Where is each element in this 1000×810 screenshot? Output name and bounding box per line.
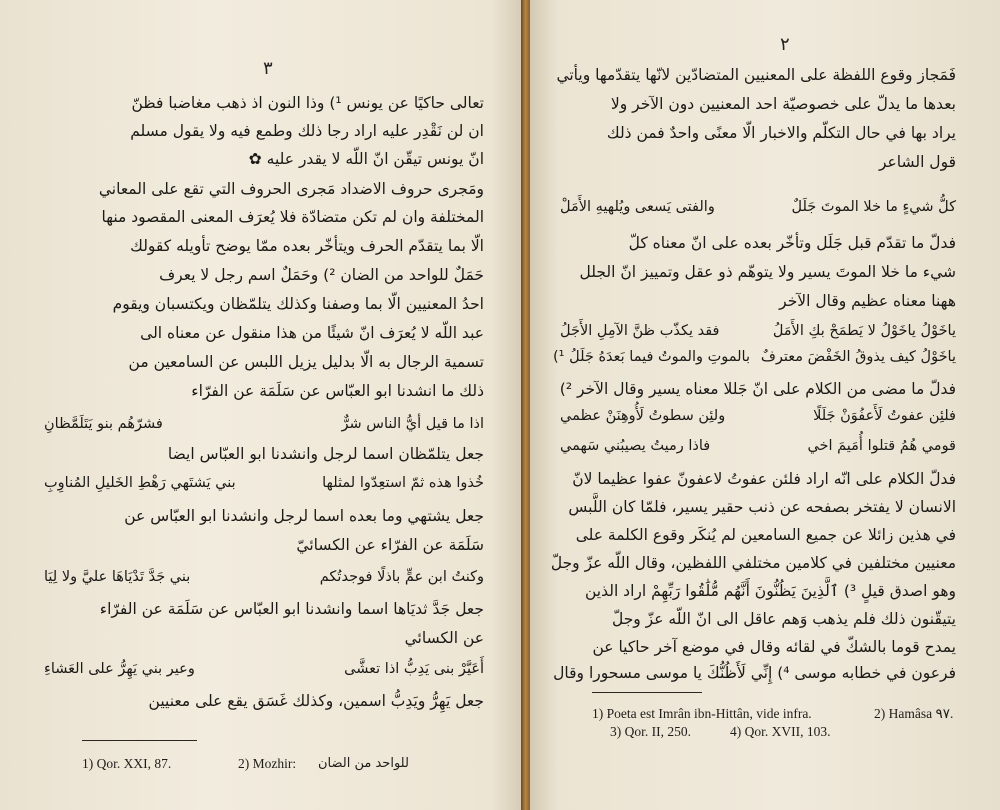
text-line: الانسان لا يفتخر بصفحه عن ذنب حقير يسير، فلمّا كان اللَّبس: [568, 498, 956, 516]
text-line: جعل يتلمّظان اسما لرجل وانشدنا ابو العبّاس ايضا: [167, 445, 484, 463]
verse-first-hemistich: ياخَوْلُ ياخَوْلُ لا يَطمَحْ بكِ الأَمَلُ: [772, 323, 956, 339]
text-line: فدلّ ما مضى من الكلام على انّ جَللا معناه يسير وقال الآخر ²): [559, 380, 956, 398]
text-line: ومَجرى حروف الاضداد مَجرى الحروف التي تقع على المعاني: [98, 180, 484, 198]
footnote-1: 1) Qor. XXI, 87.: [82, 756, 172, 771]
text-line: جعل يَهِرُّ ويَدِبُّ اسمين، وكذلك غَسَق يقع على معنيين: [148, 692, 484, 710]
text-line: شيء ما خلا الموتَ يسير ولا يتوهّم ذو عقل وتمييز انّ الجلل: [579, 263, 956, 281]
text-line: جعل جَدَّ ثديَاها اسما وانشدنا ابو العبّاس عن سَلَمَة عن الفرّاء: [99, 600, 484, 618]
text-line: سَلَمَة عن الفرّاء عن الكسائيّ: [296, 536, 484, 554]
verse-second-hemistich: ولئِن سطوتُ لَأُوهِنَنْ عظمي: [560, 408, 726, 424]
verse-first-hemistich: وكنتُ ابن عمٍّ باذلًا فوجدتُكم: [319, 569, 484, 585]
text-line: المختلفة وان لم تكن متضادّة فلا يُعرَف المعنى المقصود منها: [101, 208, 484, 226]
text-line: حَمَلٌ للواحد من الضان ²) وحَمَلٌ اسم رجل لا يعرف: [159, 266, 484, 284]
right-page: [530, 0, 1000, 810]
text-line: بعدها ما يدلّ على خصوصيّة احد المعنيين دون الآخر ولا: [610, 95, 956, 113]
text-line: يمدح قوما بالشكّ في لقائه وقال في موضع آخر حاكيا عن: [592, 638, 956, 656]
verse-second-hemistich: وعير بني يَهِرُّ على العَشاءِ: [44, 661, 195, 677]
text-line: تعالى حاكيًا عن يونس ¹) وذا النون اذ ذهب مغاضبا فظنّ: [131, 94, 484, 112]
footnote-4: 4) Qor. XVII, 103.: [730, 724, 831, 739]
verse-second-hemistich: فقد يكذّب ظنَّ الآمِلِ الأَجَلُ: [560, 323, 720, 339]
verse-second-hemistich: فاذا رميتُ يصيبُني سَهمي: [560, 438, 711, 454]
text-line: يراد بها في حال التكلّم والاخبار الّا معنًى واحدٌ فمن ذلك: [606, 124, 956, 142]
text-line: فدلّ الكلام على انّه اراد فلئن عفوتُ لاعفونّ عفوا عظيما لانّ: [572, 470, 956, 488]
verse-first-hemistich: قومي هُمُ قتلوا أُمَيمَ اخي: [807, 438, 956, 454]
verse-second-hemistich: فشرّهُم بنو يَتَلَمَّظانِ: [44, 416, 163, 432]
footnote-2-label: 2) Mozhir:: [238, 756, 297, 771]
verse-first-hemistich: ياخَوْلُ كيف يذوقُ الخَفْضَ معترفٌ: [760, 349, 956, 365]
verse-second-hemistich: بني يَشتَهي رَهْطِ الخَليلِ المُناوِبِ: [44, 475, 236, 491]
text-line: عبد اللّه لا يُعرَف انّ شيئًا من هذا منقول عن معناه الى: [140, 324, 484, 342]
footnote-2-text: للواحد من الضان: [318, 756, 409, 771]
text-line: ذلك ما انشدنا ابو العبّاس عن سَلَمَة عن الفرّاء: [191, 382, 484, 400]
verse-first-hemistich: اذا ما قيل أيُّ الناس شرٌّ: [341, 416, 484, 432]
footnote-rule: [592, 692, 702, 693]
text-line: قول الشاعر: [879, 153, 956, 171]
text-line: فرعون في خطابه موسى ⁴) إِنِّي لَأَظُنُّكَ يا موسى مسحورا وقال: [553, 664, 956, 682]
verse-second-hemistich: بالموتِ والموتُ فيما بَعدَهُ جَلَلُ ¹): [552, 349, 750, 365]
text-line: في هذين زائلا عن جميع السامعين لم يُنكَر وقوع الكلمة على: [575, 526, 956, 544]
text-line: معنيين مختلفين في كلامين مختلفي اللفظين، وقال اللّه عزّ وجلّ: [550, 554, 956, 572]
verse-first-hemistich: كلُّ شيءٍ ما خلا الموتَ جَلَلٌ: [791, 199, 956, 215]
text-line: فَمَجاز وقوع اللفظة على المعنيين المتضادّين لانّها يتقدّمها ويأتي: [556, 66, 956, 84]
verse-second-hemistich: بني جَدَّ تَدْيَاهَا عليَّ ولا لِيَا: [44, 569, 191, 585]
text-line: يتيقّنون ذلك فلم يذهب وَهم عاقل الى انّ اللّه عزّ وجلّ: [611, 610, 956, 628]
text-line: الّا بما يتقدّم الحرف ويتأخّر بعده ممّا يوضح تأويله كقولك: [130, 237, 484, 255]
footnote-rule: [82, 740, 197, 741]
verse-first-hemistich: خُذوا هذه ثمّ استعِدّوا لمثلها: [322, 475, 484, 491]
text-line: عن الكسائي: [404, 629, 484, 647]
text-line: جعل يشتهي وما بعده اسما لرجل وانشدنا ابو العبّاس عن: [124, 507, 484, 525]
page-number: ٢: [780, 34, 790, 55]
footnote-3: 3) Qor. II, 250.: [610, 724, 691, 739]
footnote-1: 1) Poeta est Imrân ibn-Hittân, vide infra.: [592, 706, 812, 721]
text-line: انّ يونس تيقّن انّ اللّه لا يقدر عليه ✿: [248, 150, 484, 168]
text-line: فدلّ ما تقدّم قبل جَلَل وتأخّر بعده على انّ معناه كلّ: [628, 234, 956, 252]
text-line: تسمية الرجال به الّا بدليل يزيل اللبس عن السامعين من: [128, 353, 484, 371]
text-line: ان لن نَقْدِر عليه اراد رجا ذلك وطمع فيه ولا يقول مسلم: [130, 122, 484, 140]
text-line: ههنا معناه عظيم وقال الآخر: [779, 292, 956, 310]
text-line: وهو اصدق قيلٍ ³) ٱلَّذِينَ يَظُنُّونَ أَنَّهُم مُّلَٰقُوا رَبِّهِمْ اراد الذين: [584, 582, 956, 600]
verse-second-hemistich: والفتى يَسعى ويُلهيهِ الأَمَلْ: [560, 199, 715, 215]
page-number: ٣: [263, 58, 273, 79]
text-line: احدُ المعنيين الّا بما وصفنا وكذلك يتلمّظان ويكتسبان ويقوم: [112, 295, 484, 313]
footnote-2: 2) Hamâsa ٩٧.: [874, 706, 954, 721]
verse-first-hemistich: أَعَيَّرْ بنى يَدِبُّ اذا تعشَّى: [344, 661, 484, 677]
verse-first-hemistich: فلئِن عفوتُ لَأَعفُوَنْ جَلَلًا: [813, 408, 956, 424]
